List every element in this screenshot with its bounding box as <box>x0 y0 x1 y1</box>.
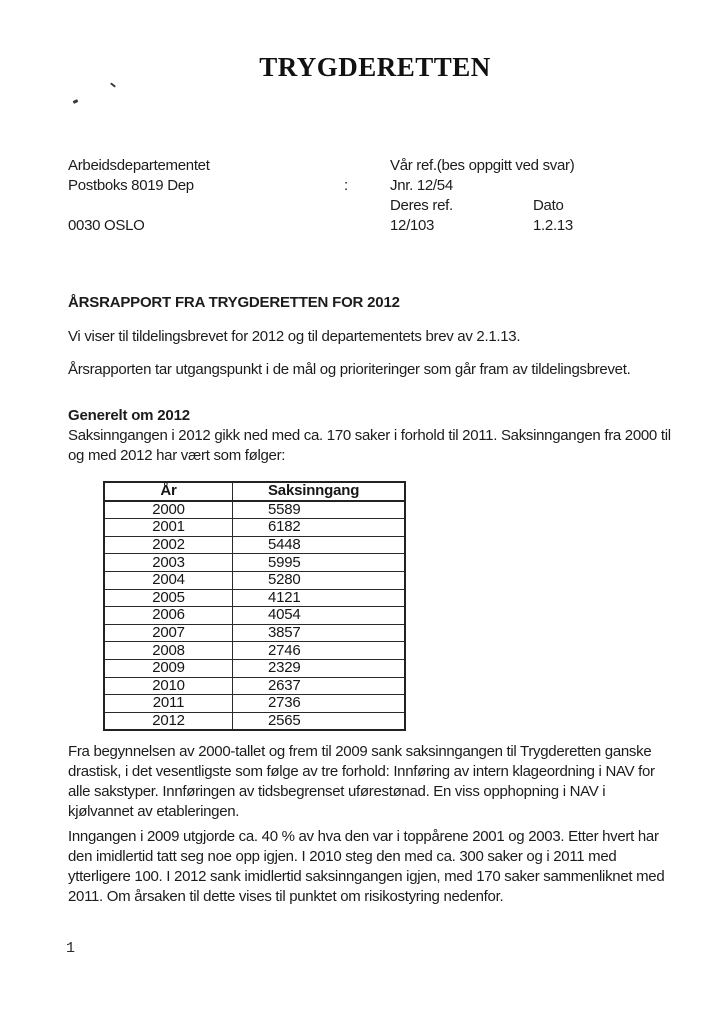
intro-paragraph-block <box>68 327 674 347</box>
year-cell: 2002 <box>104 536 233 554</box>
section-heading: Generelt om 2012 <box>68 407 190 424</box>
year-column-header: År <box>104 482 233 501</box>
year-cell: 2009 <box>104 659 233 677</box>
deres-ref-label: Deres ref. <box>390 197 453 214</box>
ref-values-row <box>390 216 574 236</box>
intro-paragraph: Vi viser til tildelingsbrevet for 2012 og til departementets brev av 2.1.13. <box>68 328 521 345</box>
table-row <box>104 695 405 713</box>
recipient-city: 0030 OSLO <box>68 217 145 234</box>
intake-cell: 4121 <box>233 589 406 607</box>
intake-cell: 2746 <box>233 642 406 660</box>
table-row <box>104 571 405 589</box>
basis-paragraph-block <box>68 360 674 380</box>
year-cell: 2007 <box>104 624 233 642</box>
jnr-value: Jnr. 12/54 <box>390 177 453 194</box>
table-row <box>104 607 405 625</box>
table-row <box>104 501 405 519</box>
page-number: 1 <box>66 940 76 957</box>
intake-cell: 2736 <box>233 695 406 713</box>
general-section-block <box>68 406 674 466</box>
intake-cell: 4054 <box>233 607 406 625</box>
table-row <box>104 589 405 607</box>
recipient-address <box>68 156 210 236</box>
table-row <box>104 712 405 730</box>
report-heading-block <box>68 294 674 311</box>
dato-value: 1.2.13 <box>533 217 573 234</box>
table-row <box>104 659 405 677</box>
year-cell: 2000 <box>104 501 233 519</box>
ref-labels-row <box>390 196 574 216</box>
scan-artifact <box>73 99 79 104</box>
var-ref-label: Vår ref.(bes oppgitt ved svar) <box>390 157 575 174</box>
table-row <box>104 677 405 695</box>
year-cell: 2003 <box>104 554 233 572</box>
intake-cell: 2637 <box>233 677 406 695</box>
document-title: TRYGDERETTEN <box>259 52 491 82</box>
case-intake-table-head <box>104 482 405 501</box>
intake-cell: 5995 <box>233 554 406 572</box>
address-separator: : <box>344 177 348 194</box>
year-cell: 2010 <box>104 677 233 695</box>
scan-artifact <box>110 82 116 87</box>
trend-paragraph: Inngangen i 2009 utgjorde ca. 40 % av hva den var i toppårene 2001 og 2003. Etter hvert har den imidlertid tatt seg noe opp igjen. I 2010 steg den med ca. 300 saker og i 2011 med ytterligere 100. I 2012 sank imidlertid saksinngangen igjen, med 170 saker sammenliknet med 2011. Om årsaken til dette vises til punktet om risikostyring nedenfor. <box>68 828 665 905</box>
year-cell: 2001 <box>104 519 233 537</box>
year-cell: 2006 <box>104 607 233 625</box>
table-row <box>104 536 405 554</box>
recipient-postbox: Postboks 8019 Dep <box>68 177 194 194</box>
decline-paragraph: Fra begynnelsen av 2000-tallet og frem til 2009 sank saksinngangen til Trygderetten ganske drastisk, i det vesentligste som følge av tre forhold: Innføring av intern klageordning i NAV for alle sakstyper. Innføringen av tidsbegrenset uførestønad. En viss opphopning i NAV i kjølvannet av etableringen. <box>68 743 655 820</box>
decline-paragraph-block <box>68 742 674 822</box>
year-cell: 2008 <box>104 642 233 660</box>
year-cell: 2012 <box>104 712 233 730</box>
table-row <box>104 519 405 537</box>
table-row <box>104 554 405 572</box>
recipient-name: Arbeidsdepartementet <box>68 157 210 174</box>
case-intake-table-body <box>104 501 405 731</box>
intake-cell: 2329 <box>233 659 406 677</box>
table-row <box>104 624 405 642</box>
intake-column-header: Saksinngang <box>233 482 406 501</box>
intake-cell: 5589 <box>233 501 406 519</box>
intake-cell: 5280 <box>233 571 406 589</box>
case-intake-table <box>103 481 406 731</box>
intake-cell: 2565 <box>233 712 406 730</box>
address-spacer <box>68 196 210 216</box>
year-cell: 2005 <box>104 589 233 607</box>
reference-block <box>390 156 574 236</box>
intake-cell: 5448 <box>233 536 406 554</box>
table-row <box>104 642 405 660</box>
table-header-row <box>104 482 405 501</box>
report-heading: ÅRSRAPPORT FRA TRYGDERETTEN FOR 2012 <box>68 294 400 311</box>
basis-paragraph: Årsrapporten tar utgangspunkt i de mål og prioriteringer som går fram av tildelingsbrevet. <box>68 361 631 378</box>
intake-cell: 3857 <box>233 624 406 642</box>
dato-label: Dato <box>533 197 564 214</box>
year-cell: 2011 <box>104 695 233 713</box>
deres-ref-value: 12/103 <box>390 217 435 234</box>
year-cell: 2004 <box>104 571 233 589</box>
intake-cell: 6182 <box>233 519 406 537</box>
section-intro-paragraph: Saksinngangen i 2012 gikk ned med ca. 170 saker i forhold til 2011. Saksinngangen fra 2000 til og med 2012 har vært som følger: <box>68 427 671 464</box>
trend-paragraph-block <box>68 827 674 907</box>
